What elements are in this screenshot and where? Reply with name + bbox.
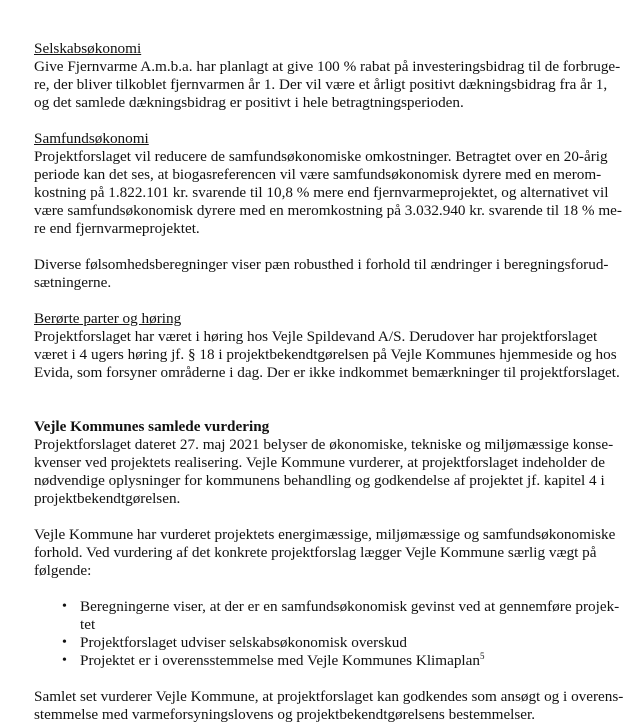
text-line: sætningerne. — [34, 274, 112, 291]
text-line — [80, 652, 624, 670]
text-line: Diverse følsomhedsberegninger viser pæn robusthed i forhold til ændringer i beregningsforud- — [34, 256, 609, 273]
document-page — [34, 40, 624, 724]
text-line: været i 4 ugers høring jf. § 18 i projektbekendtgørelsen på Vejle Kommunes hjemmeside og hos — [34, 346, 617, 363]
text-line: re end fjernvarmeprojektet. — [34, 220, 200, 237]
text-line: Samlet set vurderer Vejle Kommune, at projektforslaget kan godkendes som ansøgt og i overens- — [34, 688, 624, 705]
text-line: periode kan det ses, at biogasreferencen vil være samfundsøkonomisk dyrere med en merom- — [34, 166, 602, 183]
text-line: Projektforslaget har været i høring hos Vejle Spildevand A/S. Derudover har projektforslaget — [34, 328, 598, 345]
footnote-ref[interactable]: 5 — [479, 650, 485, 661]
bullet-icon: • — [62, 599, 67, 614]
text-line: nødvendige oplysninger for kommunens behandling og godkendelse af projektet jf. kapitel 4 i — [34, 472, 605, 489]
bullet-icon: • — [62, 653, 67, 668]
bullet-list — [34, 598, 624, 670]
text-line: og det samlede dækningsbidrag er positivt i hele betragtningsperioden. — [34, 94, 464, 111]
heading-selskabsoekonomi: Selskabsøkonomi — [34, 40, 142, 57]
heading-samfundsoekonomi: Samfundsøkonomi — [34, 130, 149, 147]
text-line: Projektforslaget vil reducere de samfundsøkonomiske omkostninger. Betragtet over en 20-årig — [34, 148, 608, 165]
bullet-item — [34, 652, 624, 670]
text-line: følgende: — [34, 562, 92, 579]
bullet-text: Projektet er i overensstemmelse med Vejle Kommunes Klimaplan — [80, 652, 480, 669]
text-line: være samfundsøkonomisk dyrere med en meromkostning på 3.032.940 kr. svarende til 18 % me- — [34, 202, 622, 219]
text-line: Give Fjernvarme A.m.b.a. har planlagt at give 100 % rabat på investeringsbidrag til de forbruge- — [34, 58, 621, 75]
text-line: stemmelse med varmeforsyningslovens og projektbekendtgørelsens bestemmelser. — [34, 706, 536, 723]
text-line: Evida, som forsyner områderne i dag. Der er ikke indkommet bemærkninger til projektforslaget. — [34, 364, 620, 381]
text-line: Beregningerne viser, at der er en samfundsøkonomisk gevinst ved at gennemføre projek- — [80, 598, 620, 615]
text-line: kvenser ved projektets realisering. Vejle Kommune vurderer, at projektforslaget indeholder de — [34, 454, 605, 471]
heading-samlede-vurdering: Vejle Kommunes samlede vurdering — [34, 418, 270, 435]
bullet-icon: • — [62, 635, 67, 650]
text-line: forhold. Ved vurdering af det konkrete projektforslag lægger Vejle Kommune særlig vægt på — [34, 544, 597, 561]
text-line: kostning på 1.822.101 kr. svarende til 10,8 % mere end fjernvarmeprojektet, og alternativet vil — [34, 184, 609, 201]
text-line: projektbekendtgørelsen. — [34, 490, 181, 507]
text-line: Vejle Kommune har vurderet projektets energimæssige, miljømæssige og samfundsøkonomiske — [34, 526, 616, 543]
bullet-item — [34, 634, 624, 652]
heading-beroerte-parter: Berørte parter og høring — [34, 310, 182, 327]
text-line: tet — [80, 616, 96, 633]
text-line: re, der bliver tilkoblet fjernvarmen år 1. Der vil være et årligt positivt dækningsbidrag fra år 1, — [34, 76, 608, 93]
bullet-item — [34, 598, 624, 634]
text-line: Projektforslaget dateret 27. maj 2021 belyser de økonomiske, tekniske og miljømæssige konse- — [34, 436, 614, 453]
text-line: Projektforslaget udviser selskabsøkonomisk overskud — [80, 634, 407, 651]
